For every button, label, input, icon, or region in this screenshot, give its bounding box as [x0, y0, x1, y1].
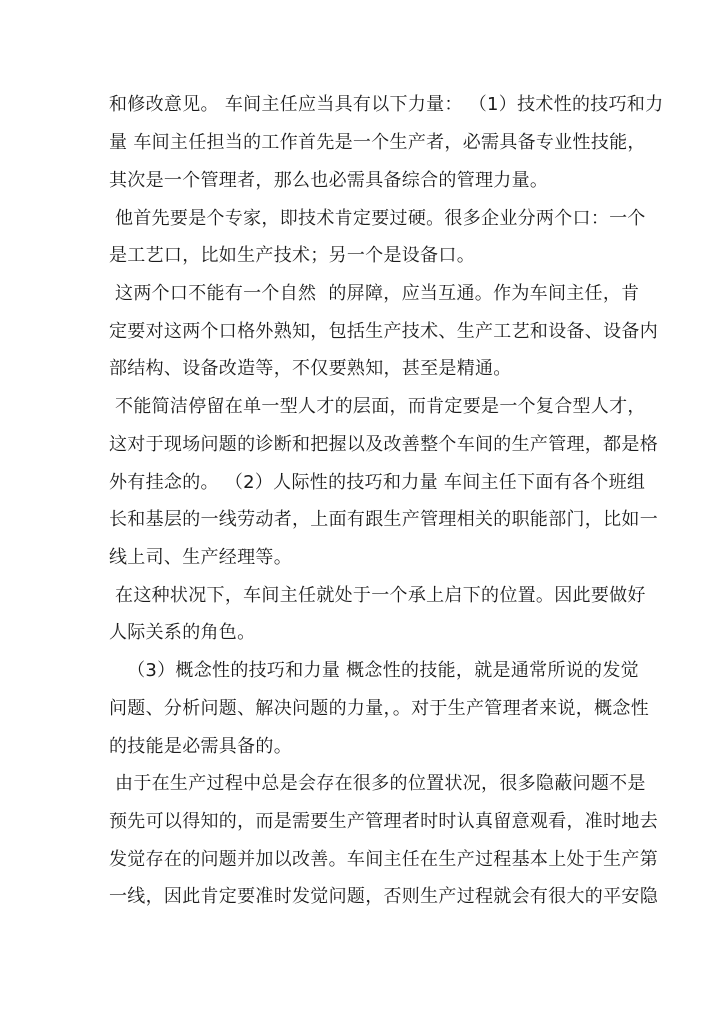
- text-line: 是工艺口，比如生产技术；另一个是设备口。: [109, 245, 475, 266]
- text-line: 线上司、生产经理等。: [109, 547, 292, 568]
- text-line: 问题、分析问题、解决问题的力量，。对于生产管理者来说，概念性: [109, 698, 649, 719]
- text-line: 长和基层的一线劳动者，上面有跟生产管理相关的职能部门，比如一: [109, 509, 658, 530]
- text-line: 预先可以得知的，而是需要生产管理者时时认真留意观看，准时地去: [109, 811, 658, 832]
- text-line: 和修改意见。 车间主任应当具有以下力量： （1）技术性的技巧和力: [109, 94, 664, 115]
- text-line: 不能简洁停留在单一型人才的层面，而肯定要是一个复合型人才，: [109, 396, 646, 417]
- text-line: 其次是一个管理者，那么也必需具备综合的管理力量。: [109, 170, 549, 191]
- text-line: 在这种状况下，车间主任就处于一个承上启下的位置。因此要做好: [109, 585, 646, 606]
- text-line: 由于在生产过程中总是会存在很多的位置状况，很多隐蔽问题不是: [109, 773, 646, 794]
- text-line: 人际关系的角色。: [109, 622, 256, 643]
- text-line: 这对于现场问题的诊断和把握以及改善整个车间的生产管理，都是格: [109, 434, 658, 455]
- text-line: 部结构、设备改造等，不仅要熟知，甚至是精通。: [109, 358, 512, 379]
- text-line: 定要对这两个口格外熟知，包括生产技术、生产工艺和设备、设备内: [109, 321, 658, 342]
- text-line: 的技能是必需具备的。: [109, 736, 292, 757]
- text-line: 他首先要是个专家，即技术肯定要过硬。很多企业分两个口：一个: [109, 208, 646, 229]
- text-line: 发觉存在的问题并加以改善。车间主任在生产过程基本上处于生产第: [109, 849, 658, 870]
- text-line: （3）概念性的技巧和力量 概念性的技能，就是通常所说的发觉: [109, 660, 639, 681]
- text-line: 一线，因此肯定要准时发觉问题，否则生产过程就会有很大的平安隐: [109, 886, 658, 907]
- text-line: 外有挂念的。 （2）人际性的技巧和力量 车间主任下面有各个班组: [109, 472, 646, 493]
- text-line: 这两个口不能有一个自然 的屏障，应当互通。作为车间主任，肯: [109, 283, 640, 304]
- text-line: 量 车间主任担当的工作首先是一个生产者，必需具备专业性技能，: [109, 132, 646, 153]
